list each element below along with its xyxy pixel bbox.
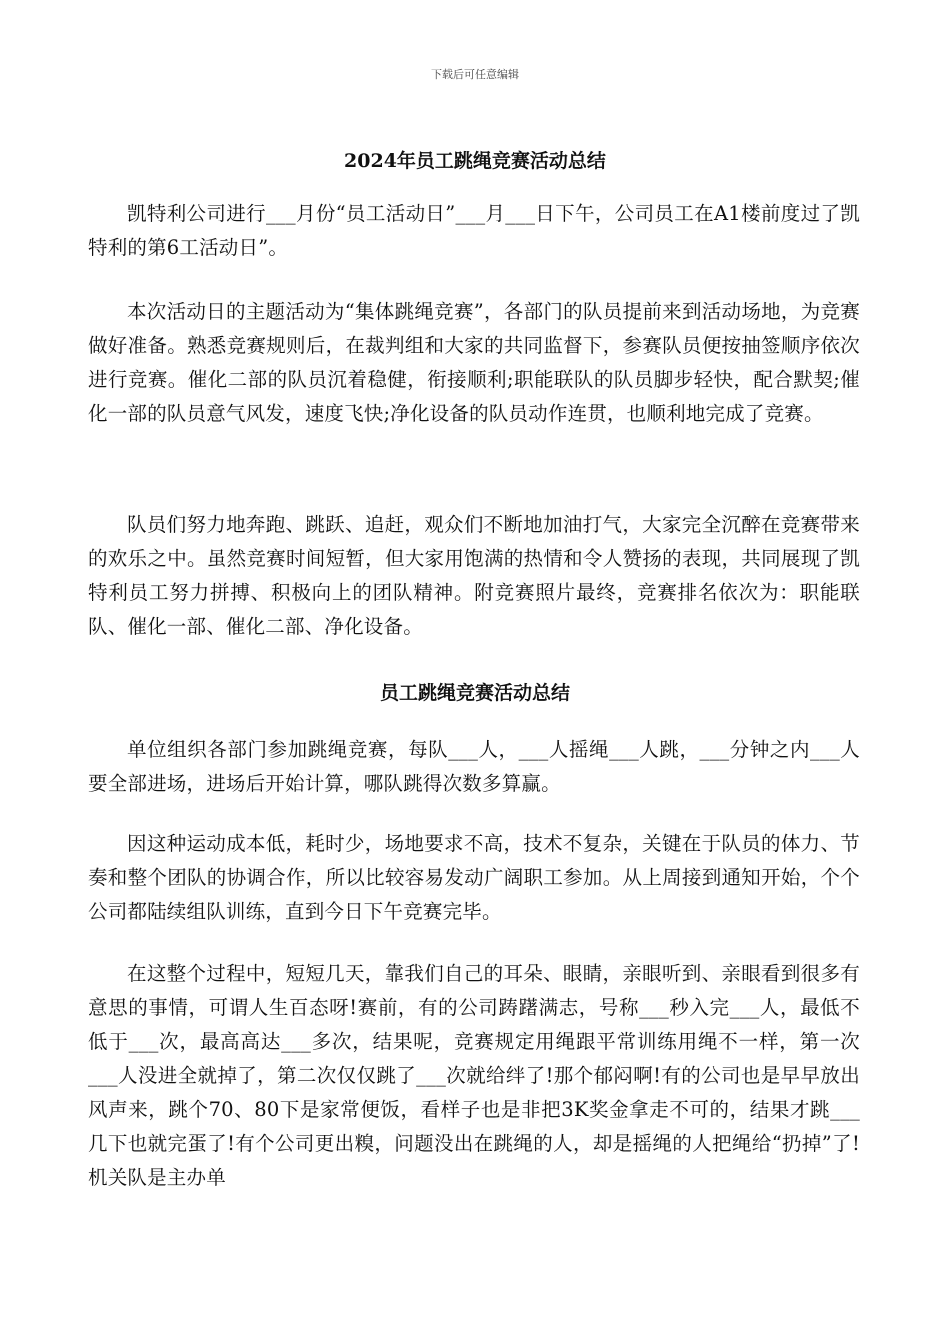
header-note: 下载后可任意编辑 xyxy=(431,68,519,81)
paragraph: 凯特利公司进行___月份“员工活动日”___月___日下午，公司员工在A1楼前度过了凯特利的第6工活动日”。 xyxy=(88,202,860,259)
paragraph: 队员们努力地奔跑、跳跃、追赶，观众们不断地加油打气，大家完全沉醉在竞赛带来的欢乐之中。虽然竞赛时间短暂，但大家用饱满的热情和令人赞扬的表现，共同展现了凯特利员工努力拼搏、积极向上的团队精神。附竞赛照片最终，竞赛排名依次为：职能联队、催化一部、催化二部、净化设备。 xyxy=(88,513,860,638)
paragraph: 单位组织各部门参加跳绳竞赛，每队___人，___人摇绳___人跳，___分钟之内___人要全部进场，进场后开始计算，哪队跳得次数多算赢。 xyxy=(88,738,860,795)
section-title: 员工跳绳竞赛活动总结 xyxy=(379,682,570,704)
paragraph: 在这整个过程中，短短几天，靠我们自己的耳朵、眼睛，亲眼听到、亲眼看到很多有意思的事情，可谓人生百态呀!赛前，有的公司踌躇满志，号称___秒入完___人，最低不低于___次，最高高达___多次，结果呢，竞赛规定用绳跟平常训练用绳不一样，第一次___人没进全就掉了，第二次仅仅跳了___次就给绊了!那个郁闷啊!有的公司也是早早放出风声来，跳个70、80下是家常便饭，看样子也是非把3K奖金拿走不可的，结果才跳___几下也就完蛋了!有个公司更出糗，问题没出在跳绳的人，却是摇绳的人把绳给“扔掉”了!机关队是主办单 xyxy=(88,962,860,1189)
paragraph: 本次活动日的主题活动为“集体跳绳竞赛”，各部门的队员提前来到活动场地，为竞赛做好准备。熟悉竞赛规则后，在裁判组和大家的共同监督下，参赛队员便按抽签顺序依次进行竞赛。催化二部的队员沉着稳健，衔接顺利;职能联队的队员脚步轻快，配合默契;催化一部的队员意气风发，速度飞快;净化设备的队员动作连贯，也顺利地完成了竞赛。 xyxy=(88,300,860,425)
paragraph: 因这种运动成本低，耗时少，场地要求不高，技术不复杂，关键在于队员的体力、节奏和整个团队的协调合作，所以比较容易发动广阔职工参加。从上周接到通知开始，个个公司都陆续组队训练，直到今日下午竞赛完毕。 xyxy=(88,832,860,923)
document-title: 2024年员工跳绳竞赛活动总结 xyxy=(344,150,606,172)
